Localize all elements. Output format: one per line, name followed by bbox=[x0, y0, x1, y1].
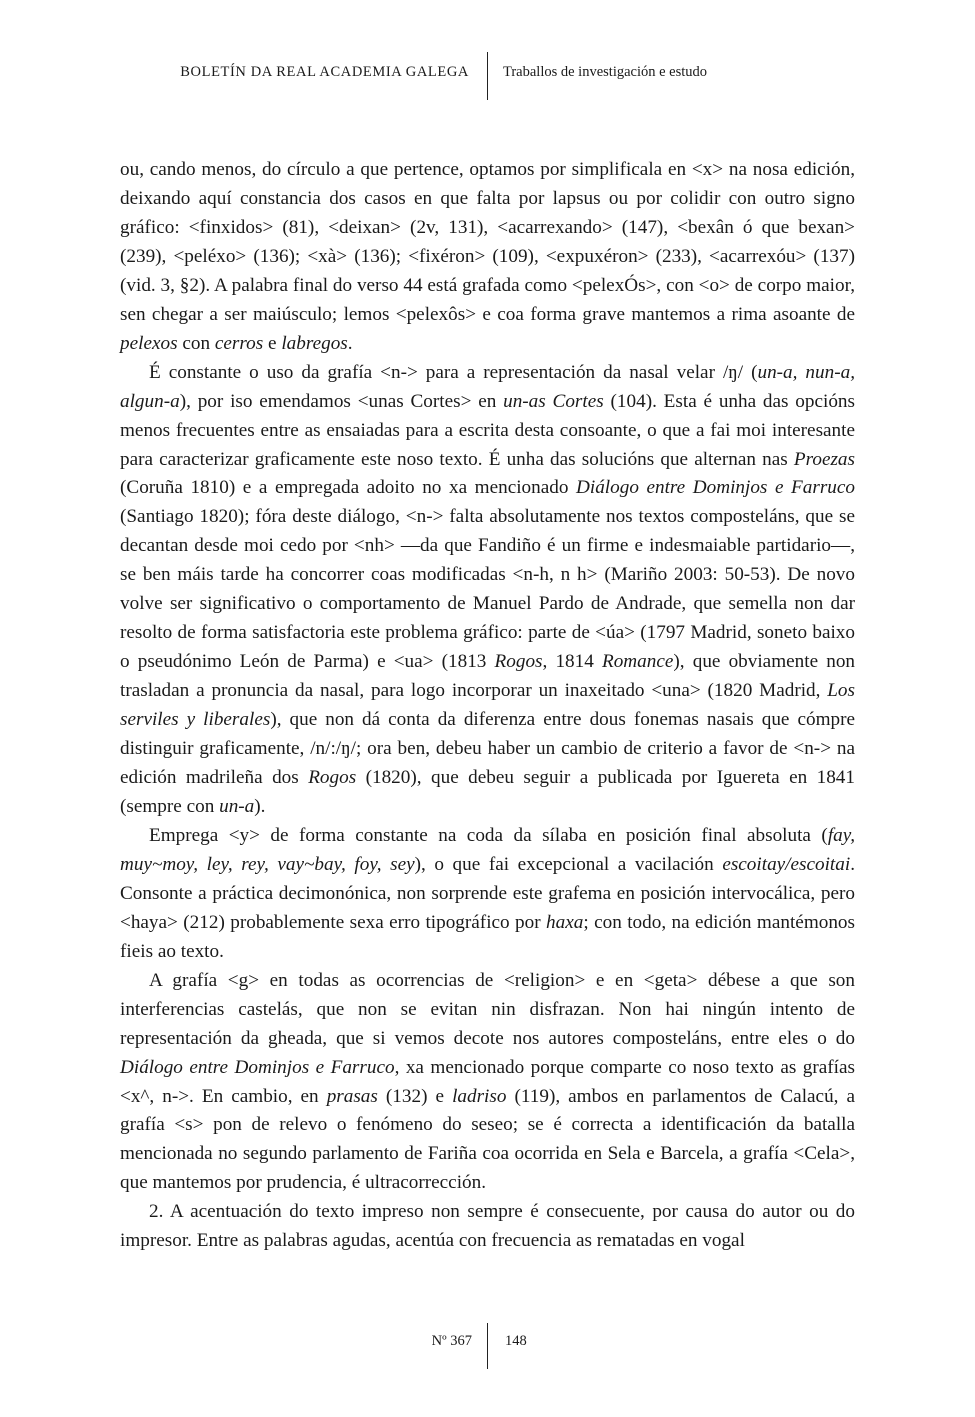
italic-term: prasas bbox=[326, 1085, 378, 1107]
footer-divider bbox=[487, 1323, 488, 1369]
text-run: ), que non dá conta da diferenza entre dous fonemas nasais que cómpre distinguir graficamente, /n/:/ŋ/; ora ben, debeu haber un cambio de criterio a favor de <n-> na edición madrileña dos bbox=[120, 709, 855, 789]
italic-term: cerros bbox=[214, 332, 264, 354]
paragraph bbox=[120, 359, 855, 822]
text-run: e bbox=[263, 332, 282, 354]
text-run: (119), ambos en parlamentos de Calacú, a grafía <s> pon de relevo o fenómeno do seseo; se é correcta a identificación da batalla mencionada no segundo parlamento de Fariña coa ocorrida en Sela e Barcela, a grafía <Cela>, que mantemos por prudencia, é ultracorrección. bbox=[120, 1085, 856, 1194]
italic-term: Los serviles y liberales bbox=[120, 680, 855, 731]
text-run: ), por iso emendamos <unas Cortes> en bbox=[179, 390, 504, 412]
text-run: ; con todo, na edición mantémonos fieis ao texto. bbox=[120, 911, 855, 962]
italic-term: Rogos bbox=[494, 651, 543, 673]
text-run: A grafía <g> en todas as ocorrencias de <religion> e en <geta> débese a que son interferencias castelás, que non se evitan nin disfrazan. Non hai ningún intento de representación da gheada, que si vemos decote nos autores composteláns, entre eles o do bbox=[120, 969, 855, 1049]
text-run: (Coruña 1810) e a empregada adoito no xa mencionado bbox=[120, 477, 577, 499]
running-header bbox=[0, 52, 975, 100]
italic-term: Romance bbox=[601, 651, 674, 673]
text-run: (132) e bbox=[377, 1085, 453, 1107]
text-run: con bbox=[177, 332, 215, 354]
italic-term: Rogos bbox=[308, 767, 357, 789]
text-run: ou, cando menos, do círculo a que pertence, optamos por simplificala en <x> na nosa edición, deixando aquí constancia dos casos en que falta por lapsus ou por colidir con outro signo gráfico: <finxidos> (81), <deixan> (2v, 131), <acarrexando> (147), <bexân ó que bexan> (239), <peléxo> (136); <xà> (136); <fixéron> (109), <expuxéron> (233), <acarrexóu> (137) (vid. 3, §2). A palabra final do verso 44 está grafada como <pelexÓs>, con <o> de corpo maior, sen chegar a ser maiúsculo; lemos <pelexôs> e coa forma grave mantemos a rima asoante de bbox=[120, 159, 855, 325]
italic-term: escoitay/escoitai bbox=[722, 853, 851, 875]
section-title: Traballos de investigación e estudo bbox=[503, 64, 708, 80]
italic-term: un-as Cortes bbox=[503, 390, 604, 412]
text-run: , xa mencionado porque comparte co noso texto as grafías <x^, n->. En cambio, en bbox=[120, 1056, 855, 1107]
italic-term: un-a, nun-a, algun-a bbox=[120, 361, 855, 412]
italic-term: haxa bbox=[546, 911, 584, 933]
body-text bbox=[120, 156, 855, 1256]
paragraph bbox=[120, 1198, 855, 1256]
italic-term: fay, muy~moy, ley, rey, vay~bay, foy, sey bbox=[120, 824, 855, 875]
text-run: Emprega <y> de forma constante na coda da sílaba en posición final absoluta ( bbox=[149, 824, 828, 846]
text-run: , 1814 bbox=[542, 651, 602, 673]
text-run: ). bbox=[254, 795, 266, 817]
paragraph bbox=[120, 967, 855, 1199]
text-run: (1820), que debeu seguir a publicada por Iguereta en 1841 (sempre con bbox=[120, 767, 855, 817]
text-run: . Consonte a práctica decimonónica, non sorprende este grafema en posición intervocálica, pero <haya> (212) probablemente sexa erro tipográfico por bbox=[120, 853, 855, 933]
journal-title: BOLETÍN DA REAL ACADEMIA GALEGA bbox=[180, 64, 469, 80]
italic-term: labregos bbox=[281, 332, 348, 354]
text-run: . bbox=[347, 332, 353, 354]
text-run: ), o que fai excepcional a vacilación bbox=[414, 853, 723, 875]
italic-term: pelexos bbox=[120, 332, 178, 354]
text-run: ), que obviamente non trasladan a pronuncia da nasal, para logo incorporar un inaxeitado <una> (1820 Madrid, bbox=[120, 651, 856, 702]
page-footer bbox=[0, 1323, 975, 1369]
italic-term: Proezas bbox=[793, 448, 855, 470]
text-run: (Santiago 1820); fóra deste diálogo, <n-> falta absolutamente nos textos composteláns, que se decantan desde moi cedo por <nh> —da que Fandiño é un firme e indesmaiable partidario—, se ben máis tarde ha concorrer coas modificadas <n-h, n h> (Mariño 2003: 50-53). De novo volve ser significativo o comportamento de Manuel Pardo de Andrade, que semella non dar resolto de forma satisfactoria este problema gráfico: parte de <úa> (1797 Madrid, soneto baixo o pseudónimo León de Parma) e <ua> (1813 bbox=[120, 506, 855, 673]
paragraph bbox=[120, 822, 855, 967]
italic-term: Diálogo entre Dominjos e Farruco bbox=[576, 477, 855, 499]
page-number: 148 bbox=[505, 1333, 527, 1349]
italic-term: ladriso bbox=[452, 1085, 507, 1107]
text-run: (104). Esta é unha das opcións menos frecuentes entre as ensaiadas para a escrita desta consoante, o que a fai moi interesante para caracterizar graficamente este noso texto. É unha das solucións que alternan nas bbox=[120, 390, 855, 470]
italic-term: un-a bbox=[219, 795, 255, 817]
text-run: É constante o uso da grafía <n-> para a representación da nasal velar /ŋ/ ( bbox=[149, 361, 758, 383]
text-run: 2. A acentuación do texto impreso non sempre é consecuente, por causa do autor ou do impresor. Entre as palabras agudas, acentúa con frecuencia as rematadas en vogal bbox=[120, 1201, 855, 1252]
paragraph bbox=[120, 156, 855, 359]
italic-term: Diálogo entre Dominjos e Farruco bbox=[120, 1056, 395, 1078]
header-divider bbox=[487, 52, 488, 100]
issue-number: Nº 367 bbox=[431, 1333, 472, 1349]
